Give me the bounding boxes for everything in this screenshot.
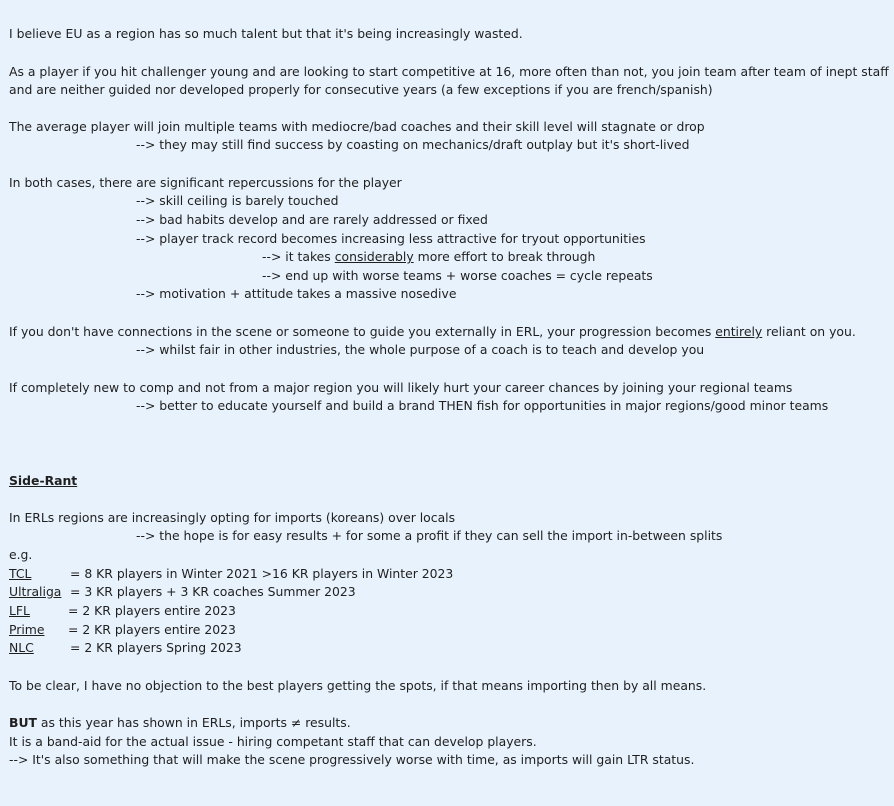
league-name: LFL [9,603,30,618]
bullet-skill-ceiling: --> skill ceiling is barely touched [136,193,339,208]
paragraph-player-line2: and are neither guided nor developed properly for consecutive years (a few exceptions if you are french/spanish) [9,82,713,97]
but-emphasis: BUT [9,715,37,730]
league-value: = 8 KR players in Winter 2021 >16 KR players in Winter 2023 [70,566,454,581]
paragraph-but [9,715,351,731]
bullet-short-lived: --> they may still find success by coasting on mechanics/draft outplay but it's short-lived [136,137,690,152]
paragraph-no-objection: To be clear, I have no objection to the best players getting the spots, if that means importing then by all means. [9,678,707,693]
league-value: = 2 KR players Spring 2023 [70,640,242,655]
league-name: Ultraliga [9,584,62,599]
emphasis-considerably: considerably [334,249,414,264]
bullet-more-effort-post: more effort to break through [413,249,596,264]
bullet-cycle-repeats: --> end up with worse teams + worse coaches = cycle repeats [262,268,653,283]
paragraph-imports: In ERLs regions are increasingly opting for imports (koreans) over locals [9,510,456,525]
bullet-motivation: --> motivation + attitude takes a massive nosedive [136,286,457,301]
bullet-coach-purpose: --> whilst fair in other industries, the whole purpose of a coach is to teach and develop you [136,342,705,357]
paragraph-player-line1: As a player if you hit challenger young and are looking to start competitive at 16, more often than not, you join team after team of inept staff [9,64,889,79]
league-value: = 3 KR players + 3 KR coaches Summer 2023 [70,584,356,599]
bullet-more-effort-pre: --> it takes [262,249,335,264]
bullet-build-brand: --> better to educate yourself and build a brand THEN fish for opportunities in major regions/good minor teams [136,398,829,413]
emphasis-entirely: entirely [715,324,763,339]
paragraph-connections [9,324,856,340]
bullet-easy-results: --> the hope is for easy results + for some a profit if they can sell the import in-between splits [136,528,723,543]
bullet-track-record: --> player track record becomes increasing less attractive for tryout opportunities [136,231,646,246]
paragraph-intro: I believe EU as a region has so much talent but that it's being increasingly wasted. [9,26,523,41]
paragraph-repercussions: In both cases, there are significant repercussions for the player [9,175,402,190]
league-name: Prime [9,622,45,637]
bullet-bad-habits: --> bad habits develop and are rarely addressed or fixed [136,212,488,227]
league-value: = 2 KR players entire 2023 [68,622,236,637]
connections-pre: If you don't have connections in the scene or someone to guide you externally in ERL, your progression becomes [9,324,716,339]
paragraph-new-to-comp: If completely new to comp and not from a major region you will likely hurt your career chances by joining your regional teams [9,380,793,395]
paragraph-average-player: The average player will join multiple teams with mediocre/bad coaches and their skill level will stagnate or drop [9,119,705,134]
bullet-more-effort [262,249,595,265]
eg-label: e.g. [9,547,33,562]
paragraph-band-aid: It is a band-aid for the actual issue - hiring competant staff that can develop players. [9,734,537,749]
league-name: TCL [9,566,32,581]
but-rest: as this year has shown in ERLs, imports ≠ results. [36,715,351,730]
league-name: NLC [9,640,34,655]
connections-post: reliant on you. [762,324,856,339]
league-value: = 2 KR players entire 2023 [68,603,236,618]
paragraph-ltr-status: --> It's also something that will make the scene progressively worse with time, as imports will gain LTR status. [9,752,695,767]
side-rant-heading: Side-Rant [9,473,78,488]
